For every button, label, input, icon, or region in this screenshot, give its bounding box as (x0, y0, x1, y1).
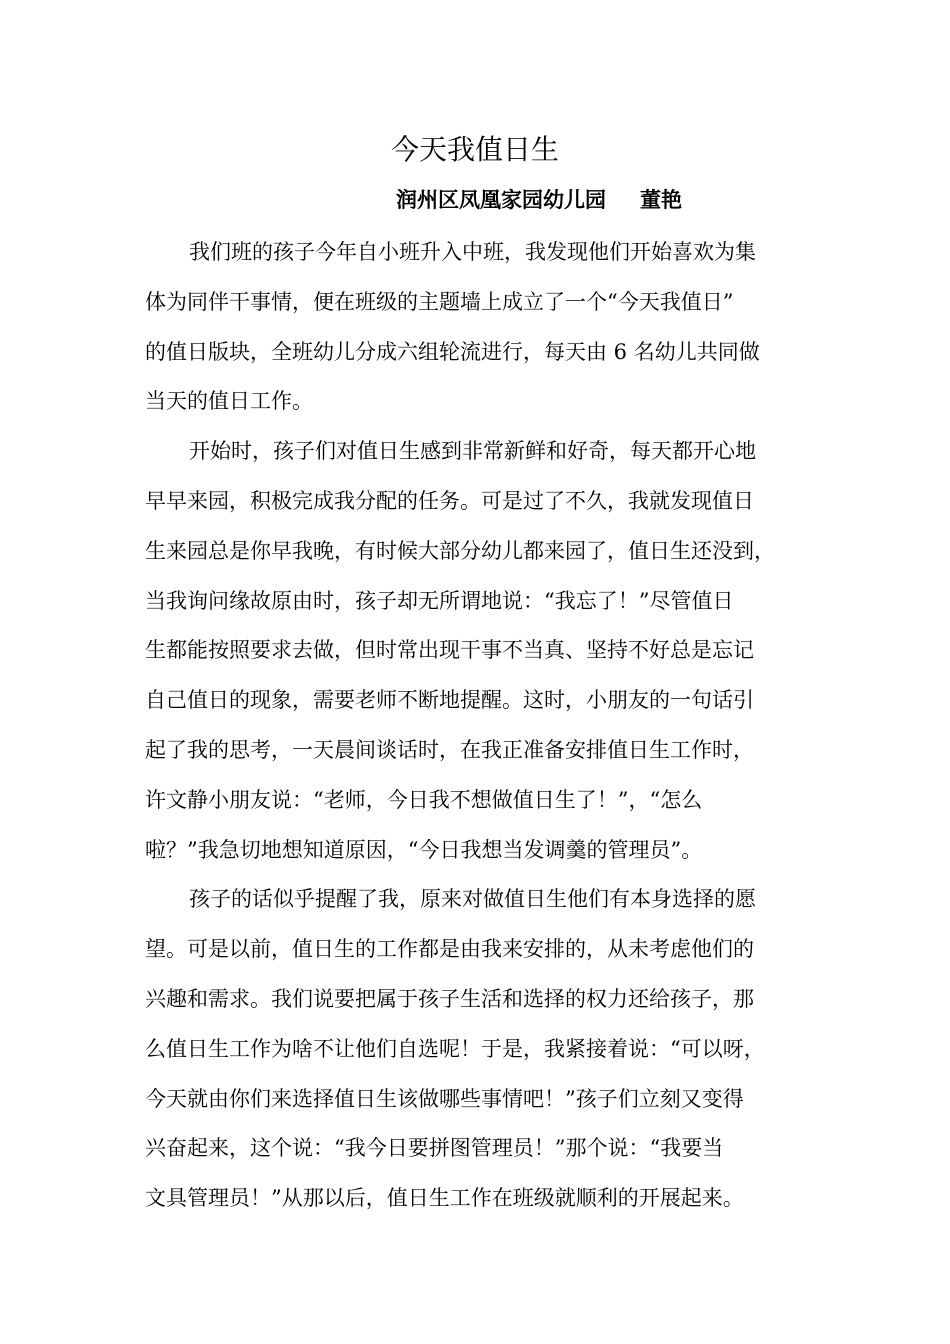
byline (396, 184, 682, 216)
text-line: 我们班的孩子今年自小班升入中班，我发现他们开始喜欢为集 (189, 240, 756, 264)
text-line: 当我询问缘故原由时，孩子却无所谓地说：“我忘了！”尽管值日 (145, 588, 734, 613)
text-line: 许文静小朋友说：“老师，今日我不想做值日生了！”，“怎么 (145, 787, 703, 812)
text-line: 生都能按照要求去做，但时常出现干事不当真、坚持不好总是忘记 (145, 638, 754, 663)
text-line: 孩子的话似乎提醒了我，原来对做值日生他们有本身选择的愿 (189, 887, 756, 912)
text-line: 望。可是以前，值日生的工作都是由我来安排的，从未考虑他们的 (145, 937, 754, 962)
school-name: 润州区凤凰家园幼儿园 (396, 187, 606, 212)
text-line: 自己值日的现象，需要老师不断地提醒。这时，小朋友的一句话引 (145, 688, 754, 713)
text-line: 当天的值日工作。 (145, 389, 313, 414)
text-line: 的值日版块，全班幼儿分成六组轮流进行，每天由 6 名幼儿共同做 (145, 339, 760, 364)
text-line: 么值日生工作为啥不让他们自选呢！于是，我紧接着说：“可以呀， (145, 1036, 765, 1061)
text-line: 开始时，孩子们对值日生感到非常新鲜和好奇，每天都开心地 (189, 439, 756, 464)
text-line: 今天就由你们来选择值日生该做哪些事情吧！”孩子们立刻又变得 (145, 1086, 744, 1111)
text-line: 兴趣和需求。我们说要把属于孩子生活和选择的权力还给孩子，那 (145, 986, 754, 1011)
paragraph (145, 228, 809, 427)
text-line: 啦？”我急切地想知道原因，“今日我想当发调羹的管理员”。 (145, 837, 703, 862)
text-line: 起了我的思考，一天晨间谈话时，在我正准备安排值日生工作时， (145, 737, 754, 762)
text-line: 体为同伴干事情，便在班级的主题墙上成立了一个“今天我值日” (145, 289, 734, 314)
paragraph (145, 427, 809, 875)
author-name: 董艳 (640, 187, 682, 212)
text-line: 早早来园，积极完成我分配的任务。可是过了不久，我就发现值日 (145, 488, 754, 513)
paragraph (145, 875, 809, 1224)
text-line: 兴奋起来，这个说：“我今日要拼图管理员！”那个说：“我要当 (145, 1136, 724, 1161)
article-body (145, 228, 809, 1224)
text-line: 生来园总是你早我晚，有时候大部分幼儿都来园了，值日生还没到， (145, 538, 775, 563)
document-title: 今天我值日生 (390, 133, 559, 166)
text-line: 文具管理员！”从那以后，值日生工作在班级就顺利的开展起来。 (145, 1186, 744, 1211)
